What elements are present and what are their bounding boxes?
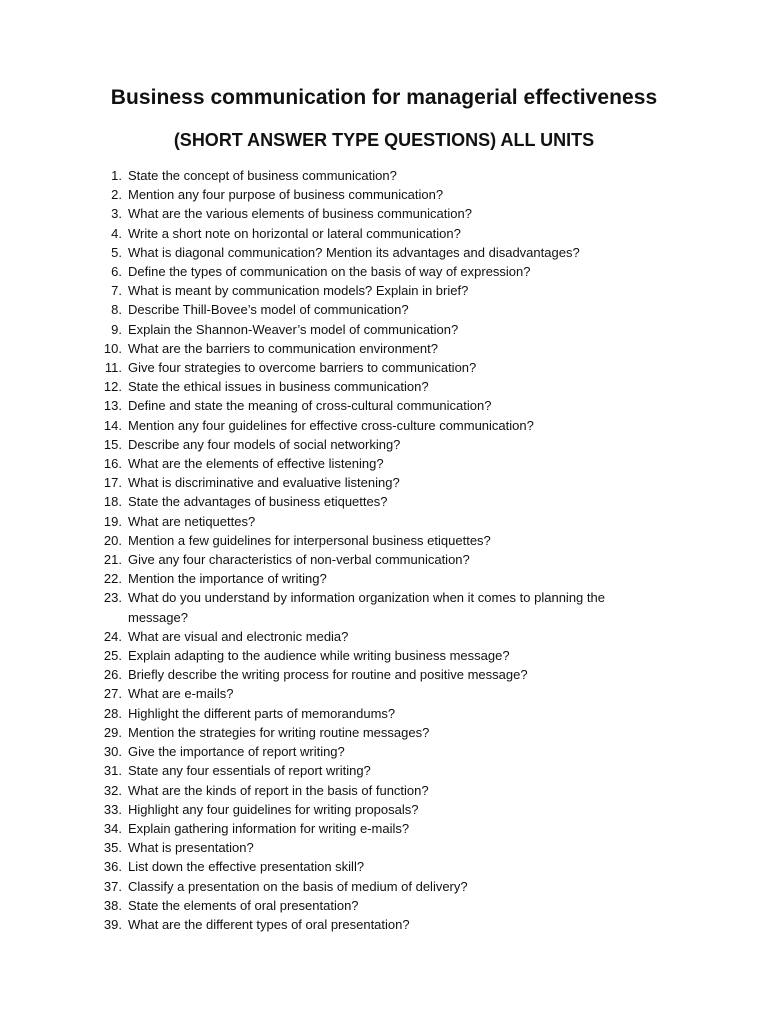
question-text: What are the various elements of business communication? (128, 206, 472, 222)
question-item (0, 243, 658, 262)
question-item (0, 358, 658, 377)
document-subtitle: (SHORT ANSWER TYPE QUESTIONS) ALL UNITS (173, 130, 595, 150)
question-number: 10. (103, 340, 122, 356)
question-number: 36. (103, 859, 122, 875)
question-number: 3. (111, 206, 122, 222)
question-text: What is presentation? (128, 840, 254, 856)
question-number: 6. (111, 264, 122, 280)
question-number: 16. (103, 456, 122, 472)
question-item (0, 320, 658, 339)
question-item (0, 723, 658, 742)
question-number: 35. (103, 840, 122, 856)
question-number: 23. (103, 590, 122, 606)
question-item (0, 877, 658, 896)
question-number: 32. (103, 782, 122, 798)
question-number: 15. (103, 436, 122, 452)
question-number: 39. (103, 916, 122, 932)
question-number: 1. (111, 168, 122, 183)
question-item (0, 781, 658, 800)
question-item (0, 377, 658, 396)
question-text: Describe any four models of social networking? (128, 436, 401, 452)
question-number: 37. (103, 878, 122, 894)
question-item (0, 800, 658, 819)
document-title: Business communication for managerial effectiveness (110, 86, 658, 109)
question-item (0, 531, 658, 550)
question-number: 27. (103, 686, 122, 702)
question-number: 22. (103, 571, 122, 587)
question-text: What are netiquettes? (128, 513, 256, 529)
question-text: Mention the importance of writing? (128, 571, 327, 587)
question-number: 34. (103, 820, 122, 836)
question-text: Write a short note on horizontal or lateral communication? (128, 225, 461, 241)
question-text: What do you understand by information organization when it comes to planning the message? (128, 590, 605, 625)
question-text: Classify a presentation on the basis of medium of delivery? (128, 878, 468, 894)
question-text: What are the different types of oral presentation? (128, 916, 410, 932)
question-number: 31. (103, 763, 122, 779)
question-text: What are the kinds of report in the basis of function? (128, 782, 429, 798)
question-number: 2. (111, 187, 122, 203)
question-number: 5. (111, 244, 122, 260)
question-number: 17. (103, 475, 122, 491)
question-text: List down the effective presentation skill? (128, 859, 365, 875)
question-number: 18. (103, 494, 122, 510)
question-text: Highlight any four guidelines for writing proposals? (128, 801, 419, 817)
question-text: Mention a few guidelines for interpersonal business etiquettes? (128, 532, 491, 548)
question-item (0, 857, 658, 876)
question-item (0, 569, 658, 588)
question-number: 4. (111, 225, 122, 241)
question-text: Define the types of communication on the basis of way of expression? (128, 264, 531, 280)
question-number: 20. (103, 532, 122, 548)
question-item (0, 838, 658, 857)
question-number: 7. (111, 283, 122, 299)
question-number: 28. (103, 705, 122, 721)
question-number: 26. (103, 667, 122, 683)
question-text: State the ethical issues in business communication? (128, 379, 429, 395)
question-item (0, 339, 658, 358)
question-number: 30. (103, 744, 122, 760)
question-text: What are the barriers to communication environment? (128, 340, 438, 356)
question-item (0, 684, 658, 703)
question-item (0, 396, 658, 415)
question-number: 29. (103, 724, 122, 740)
question-text: Mention any four guidelines for effective cross-culture communication? (128, 417, 534, 433)
question-item (0, 166, 658, 185)
question-number: 21. (103, 552, 122, 568)
question-number: 24. (103, 628, 122, 644)
question-item (0, 492, 658, 511)
question-text: State any four essentials of report writing? (128, 763, 371, 779)
question-text: State the elements of oral presentation? (128, 897, 359, 913)
question-text: Give the importance of report writing? (128, 744, 345, 760)
question-text: Define and state the meaning of cross-cultural communication? (128, 398, 492, 414)
question-number: 13. (103, 398, 122, 414)
question-number: 19. (103, 513, 122, 529)
question-text: Explain adapting to the audience while writing business message? (128, 648, 510, 664)
question-number: 9. (111, 321, 122, 337)
question-text: What are visual and electronic media? (128, 628, 349, 644)
question-item (0, 416, 658, 435)
question-text: What are e-mails? (128, 686, 234, 702)
question-number: 8. (111, 302, 122, 318)
question-item (0, 300, 658, 319)
question-item (0, 281, 658, 300)
question-item (0, 742, 658, 761)
question-number: 38. (103, 897, 122, 913)
question-text: Mention any four purpose of business communication? (128, 187, 444, 203)
question-item (0, 435, 658, 454)
question-text: Give four strategies to overcome barriers to communication? (128, 360, 477, 376)
question-number: 11. (104, 360, 122, 376)
question-item (0, 512, 658, 531)
question-item (0, 224, 658, 243)
question-item (0, 473, 658, 492)
question-item (0, 588, 658, 626)
question-text: What is meant by communication models? Explain in brief? (128, 283, 469, 299)
question-number: 25. (103, 648, 122, 664)
question-item (0, 550, 658, 569)
question-text: Give any four characteristics of non-verbal communication? (128, 552, 470, 568)
question-item (0, 454, 658, 473)
question-number: 33. (103, 801, 122, 817)
question-item (0, 185, 658, 204)
question-item (0, 915, 658, 934)
question-text: What are the elements of effective listening? (128, 456, 384, 472)
question-item (0, 204, 658, 223)
question-item (0, 646, 658, 665)
question-item (0, 819, 658, 838)
question-text: State the advantages of business etiquettes? (128, 494, 388, 510)
question-text: State the concept of business communication? (128, 168, 397, 183)
question-list (0, 166, 768, 934)
question-item (0, 704, 658, 723)
question-number: 12. (103, 379, 122, 395)
question-text: Explain the Shannon-Weaver’s model of communication? (128, 321, 459, 337)
question-text: Mention the strategies for writing routine messages? (128, 724, 430, 740)
question-number: 14. (103, 417, 122, 433)
question-text: Highlight the different parts of memorandums? (128, 705, 396, 721)
question-item (0, 262, 658, 281)
question-text: Explain gathering information for writing e-mails? (128, 820, 410, 836)
question-text: What is diagonal communication? Mention its advantages and disadvantages? (128, 244, 580, 260)
question-text: What is discriminative and evaluative listening? (128, 475, 400, 491)
question-item (0, 761, 658, 780)
question-item (0, 627, 658, 646)
question-item (0, 665, 658, 684)
question-text: Briefly describe the writing process for routine and positive message? (128, 667, 528, 683)
question-item (0, 896, 658, 915)
question-text: Describe Thill-Bovee’s model of communication? (128, 302, 409, 318)
